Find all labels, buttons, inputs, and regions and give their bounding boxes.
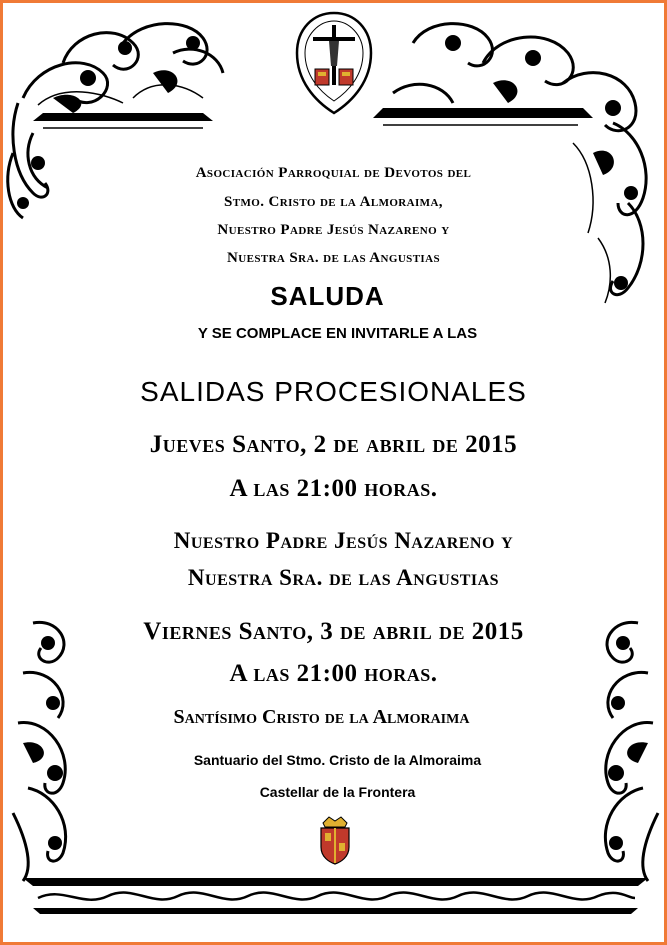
association-line-4: Nuestra Sra. de las Angustias — [227, 250, 440, 266]
procession-2-date: Viernes Santo, 3 de abril de 2015 — [143, 618, 524, 645]
ornament-bottom-frieze — [23, 868, 648, 918]
procession-1-brotherhood-line-1: Nuestro Padre Jesús Nazareno y — [173, 528, 514, 553]
greeting-title: SALUDA — [270, 281, 385, 311]
ornament-bottom-right — [548, 613, 666, 883]
invitation-line: Y SE COMPLACE EN INVITARLE A LAS — [197, 325, 478, 342]
event-title: SALIDAS PROCESIONALES — [140, 376, 527, 407]
location-place: Santuario del Stmo. Cristo de la Almoraima — [193, 752, 482, 768]
ornament-bottom-left — [3, 613, 123, 883]
coat-of-arms-icon — [317, 815, 353, 865]
procession-1-brotherhood-line-2: Nuestra Sra. de las Angustias — [187, 565, 500, 590]
procession-1-time: A las 21:00 horas. — [229, 475, 438, 502]
procession-1-date: Jueves Santo, 2 de abril de 2015 — [149, 431, 518, 458]
association-line-3: Nuestro Padre Jesús Nazareno y — [217, 222, 450, 238]
association-line-1: Asociación Parroquial de Devotos del — [195, 165, 472, 181]
ornament-top-left — [3, 3, 263, 223]
location-town: Castellar de la Frontera — [259, 784, 416, 800]
association-line-2: Stmo. Cristo de la Almoraima, — [224, 194, 443, 210]
procession-2-brotherhood: Santísimo Cristo de la Almoraima — [173, 706, 470, 728]
procession-2-time: A las 21:00 horas. — [229, 660, 438, 687]
crucifix-emblem — [293, 11, 375, 116]
